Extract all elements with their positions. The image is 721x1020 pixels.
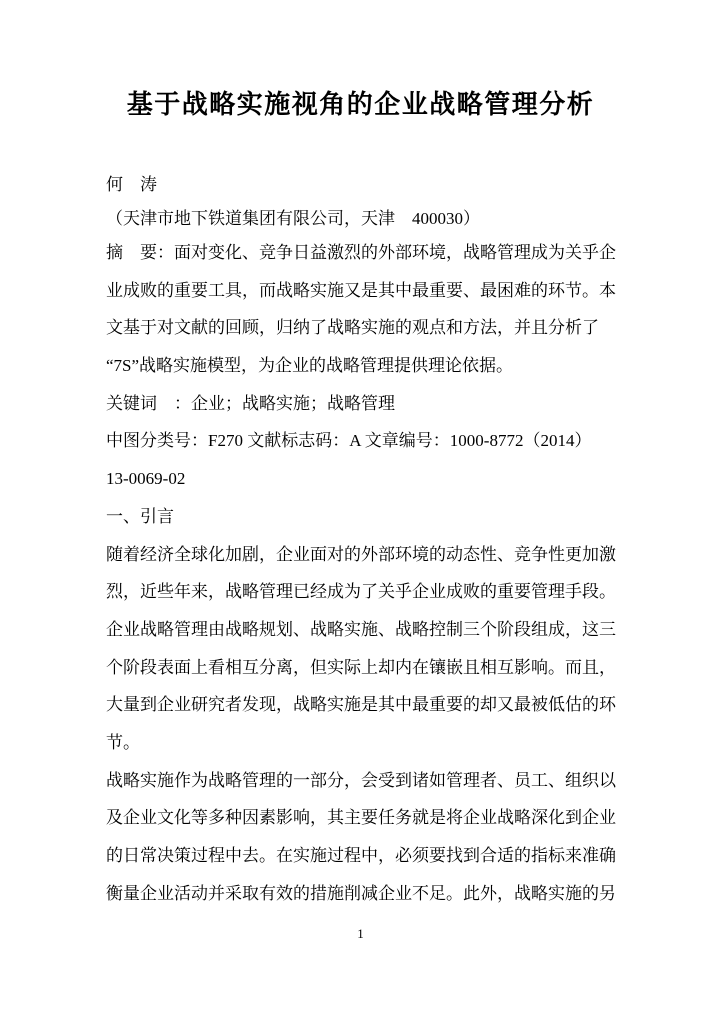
abstract-line: “7S”战略实施模型，为企业的战略管理提供理论依据。 bbox=[106, 356, 514, 376]
paragraph-line: 及企业文化等多种因素影响，其主要任务就是将企业战略深化到企业 bbox=[106, 808, 616, 828]
paragraph-line: 个阶段表面上看相互分离，但实际上却内在镶嵌且相互影响。而且， bbox=[106, 657, 616, 677]
keywords-line: 关键词 ：企业；战略实施；战略管理 bbox=[106, 393, 395, 413]
paragraph-line: 随着经济全球化加剧，企业面对的外部环境的动态性、竞争性更加激 bbox=[106, 544, 616, 564]
document-body bbox=[106, 234, 618, 912]
author-name: 何 涛 bbox=[106, 175, 157, 194]
section-heading: 一、引言 bbox=[106, 506, 174, 526]
paragraph-line: 的日常决策过程中去。在实施过程中，必须要找到合适的指标来准确 bbox=[106, 846, 616, 865]
abstract-line: 摘 要：面对变化、竞争日益激烈的外部环境，战略管理成为关乎企 bbox=[106, 243, 616, 262]
paragraph-line: 企业战略管理由战略规划、战略实施、战略控制三个阶段组成，这三 bbox=[106, 619, 616, 639]
page-number: 1 bbox=[357, 926, 364, 941]
document-title: 基于战略实施视角的企业战略管理分析 bbox=[126, 90, 595, 119]
paragraph-line: 战略实施作为战略管理的一部分，会受到诸如管理者、员工、组织以 bbox=[106, 770, 616, 790]
abstract-line: 文基于对文献的回顾，归纳了战略实施的观点和方法，并且分析了 bbox=[106, 318, 599, 338]
classification-line: 中图分类号：F270 文献标志码：A 文章编号：1000-8772（2014） bbox=[106, 431, 592, 451]
abstract-line: 业成败的重要工具，而战略实施又是其中最重要、最困难的环节。本 bbox=[106, 280, 616, 300]
classification-line: 13-0069-02 bbox=[106, 469, 186, 489]
paragraph-line: 大量到企业研究者发现，战略实施是其中最重要的却又最被低估的环 bbox=[106, 695, 616, 715]
paragraph-line: 烈，近些年来，战略管理已经成为了关乎企业成败的重要管理手段。 bbox=[106, 582, 616, 602]
paragraph-line: 衡量企业活动并采取有效的措施削减企业不足。此外，战略实施的另 bbox=[106, 883, 616, 903]
author-affiliation: （天津市地下铁道集团有限公司，天津 400030） bbox=[106, 209, 480, 228]
paragraph-line: 节。 bbox=[106, 732, 140, 752]
